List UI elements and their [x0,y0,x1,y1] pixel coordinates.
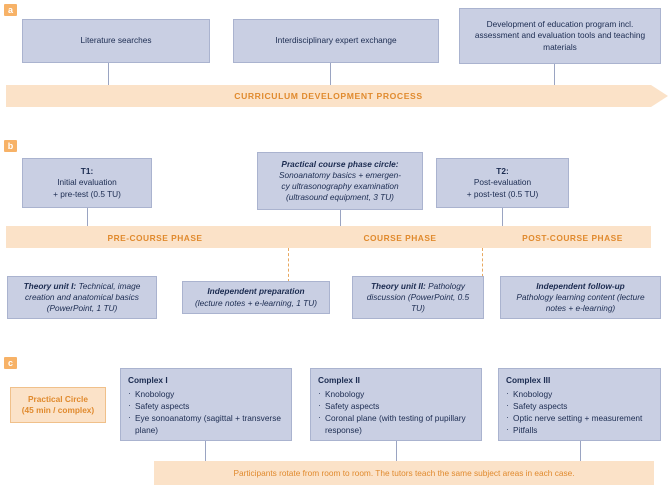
panel-b-box-t1-title: T1: [80,166,94,177]
connector-line-b2 [340,210,341,226]
panel-a-box-expert-exchange-label: Interdisciplinary expert exchange [275,35,397,46]
complex-1-item-1: · Knobology [128,388,284,400]
panel-b-box-theory-unit-2 [352,276,484,319]
curriculum-development-band [6,85,651,107]
complex-2-item-1: · Knobology [318,388,474,400]
connector-line-a3 [554,64,555,85]
panel-b-box-theory-unit-2-bold: Theory unit II: [370,280,426,291]
panel-b-box-independent-follow-up-bold: Independent follow-up [536,280,625,291]
panel-b-box-t2-line1: Post-evaluation [473,177,532,188]
panel-b-box-theory-unit-2-rest: Pathology discussion (PowerPoint, 0.5 TU) [366,280,470,314]
panel-label-a: a [4,4,17,16]
panel-b-box-practical-circle-line3: (ultrasound equipment, 3 TU) [286,192,394,203]
practical-circle-line2: (45 min / complex) [21,405,95,415]
complex-2-list [318,388,474,436]
panel-b-box-t2-text [443,166,562,200]
complex-3-item-4: · Pitfalls [506,424,653,436]
complex-3-box [498,368,661,441]
complex-2-title: Complex II [318,375,360,385]
panel-a-box-expert-exchange [233,19,439,63]
phase-label-course: COURSE PHASE [363,233,437,243]
panel-b-box-independent-preparation-text [189,286,323,308]
panel-b-box-independent-follow-up-text [507,281,654,315]
panel-b-box-independent-follow-up [500,276,661,319]
curriculum-development-band-label: CURRICULUM DEVELOPMENT PROCESS [234,91,423,101]
complex-3-item-3: · Optic nerve setting + measurement [506,412,653,424]
complex-3-title: Complex III [506,375,551,385]
connector-line-b1 [87,208,88,226]
complex-3-item-1: · Knobology [506,388,653,400]
panel-a-box-literature-label: Literature searches [80,35,152,46]
panel-label-c: c [4,357,17,369]
connector-line-c2 [396,441,397,461]
panel-b-box-practical-circle-line2: cy ultrasonography examination [281,181,399,191]
phase-label-pre-course: PRE-COURSE PHASE [107,233,203,243]
panel-a-box-program-development-label: Development of education program incl. assessment and evaluation tools and teaching materials [474,19,646,52]
band-arrow-tip [651,85,668,107]
practical-circle-box [10,387,106,423]
panel-b-box-theory-unit-1-bold: Theory unit I: [23,280,77,291]
panel-b-box-theory-unit-2-text [359,281,477,315]
complex-1-list [128,388,284,436]
complex-1-item-3: · Eye sonoanatomy (sagittal + transverse plane) [128,412,284,436]
panel-b-box-practical-circle-text [264,159,416,204]
connector-line-a1 [108,63,109,85]
panel-b-box-theory-unit-1-text [14,281,150,315]
panel-b-box-practical-circle-title: Practical course phase circle: [281,158,399,169]
practical-circle-line1: Practical Circle [28,393,88,404]
panel-b-box-practical-circle [257,152,423,210]
complex-3-list [506,388,653,436]
complex-2-item-3: · Coronal plane (with testing of pupillary response) [318,412,474,436]
complex-1-title: Complex I [128,375,168,385]
complex-1-box [120,368,292,441]
panel-b-box-independent-preparation [182,281,330,314]
connector-line-c3 [580,441,581,461]
panel-b-box-t1-line2: + pre-test (0.5 TU) [53,188,121,199]
complex-2-item-2: · Safety aspects [318,400,474,412]
connector-line-b3 [502,208,503,226]
panel-b-box-t1 [22,158,152,208]
panel-b-box-t2-line2: + post-test (0.5 TU) [466,188,539,199]
panel-b-box-independent-preparation-rest: (lecture notes + e-learning, 1 TU) [195,297,317,308]
complex-3-item-2: · Safety aspects [506,400,653,412]
panel-c-footer-label: Participants rotate from room to room. The tutors teach the same subject areas in each case. [233,468,575,478]
panel-b-box-t2 [436,158,569,208]
panel-a-box-program-development [459,8,661,64]
panel-b-box-t1-text [29,166,145,200]
panel-b-box-independent-preparation-bold: Independent preparation [207,286,305,297]
panel-b-box-t2-title: T2: [496,166,509,177]
phase-divider-1 [288,248,289,282]
panel-b-box-independent-follow-up-rest: Pathology learning content (lecture notes + e-learning) [516,291,645,314]
connector-line-a2 [330,63,331,85]
panel-label-b: b [4,140,17,152]
panel-b-box-practical-circle-line1: Sonoanatomy basics + emergen- [279,169,401,180]
panel-b-box-theory-unit-1 [7,276,157,319]
complex-1-item-2: · Safety aspects [128,400,284,412]
phase-label-post-course: POST-COURSE PHASE [522,233,623,243]
practical-circle-box-text [22,394,94,416]
panel-b-box-t1-line1: Initial evaluation [57,177,117,188]
complex-2-box [310,368,482,441]
panel-b-box-theory-unit-1-rest: Technical, image creation and anatomical basics (PowerPoint, 1 TU) [25,280,141,314]
panel-a-box-literature [22,19,210,63]
connector-line-c1 [205,441,206,461]
panel-c-footer [154,461,654,485]
